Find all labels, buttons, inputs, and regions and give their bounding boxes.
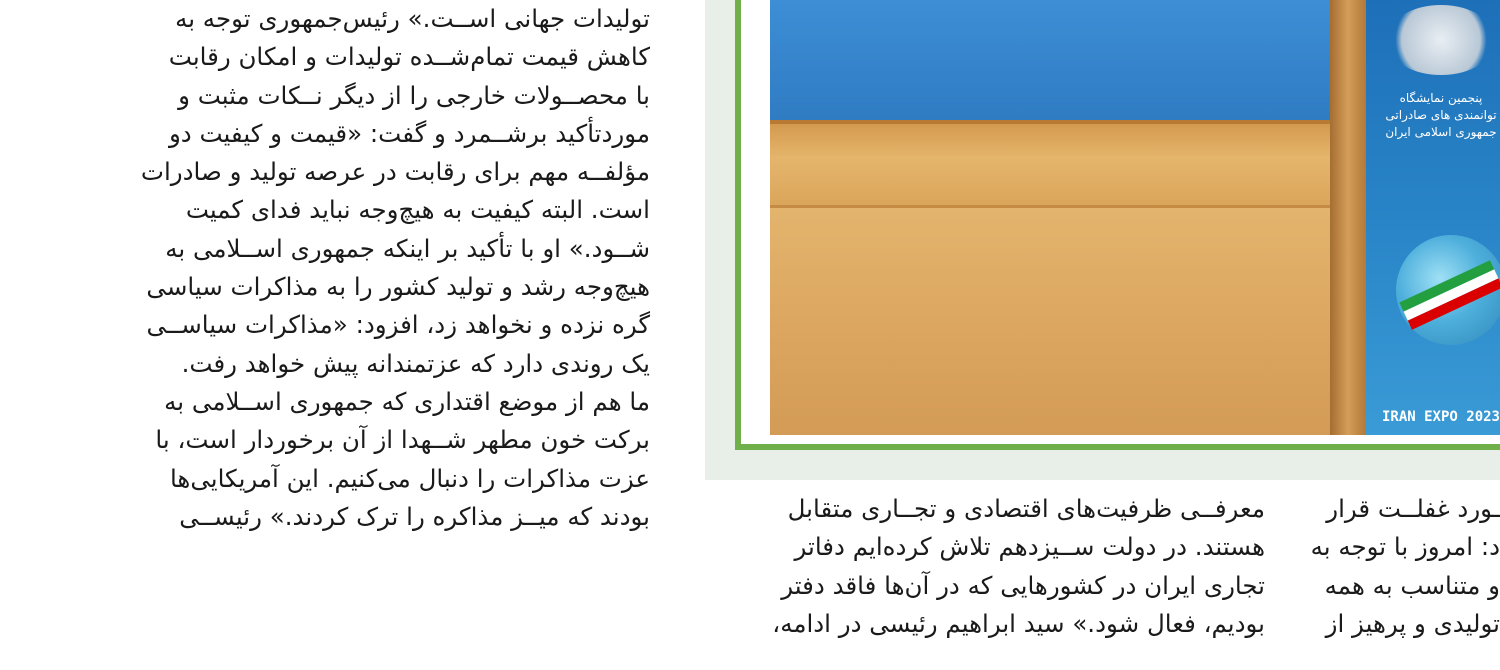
text-line: شــود.» او با تأکید بر اینکه جمهوری اســلامی به (165, 233, 650, 263)
article-column-left (0, 0, 680, 536)
text-line: با محصــولات خارجی را از دیگر نــکات مثبت و (178, 80, 650, 110)
text-line: ـورد غفلــت قرار (1326, 494, 1500, 523)
banner-line: توانمندی های صادراتی (1385, 108, 1497, 122)
expo-banner (1366, 0, 1500, 435)
blue-wall (770, 0, 1370, 120)
wood-panel-upper (770, 120, 1330, 209)
banner-line: جمهوری اسلامی ایران (1385, 125, 1497, 139)
article-column-middle (690, 490, 1265, 643)
expo-label: IRAN EXPO 2023 (1381, 409, 1500, 425)
text-line: هستند. در دولت ســیزدهم تلاش کرده‌ایم دفاتر (794, 532, 1265, 562)
text-line: بودیم، فعال شود.» سید ابراهیم رئیسی در ادامه، (772, 608, 1265, 638)
text-line: هیچ‌وجه رشد و تولید کشور را به مذاکرات سیاسی (146, 272, 650, 302)
banner-line: پنجمین نمایشگاه (1399, 91, 1483, 105)
text-line: یک روندی دارد که عزتمندانه پیش خواهد رفت. (181, 348, 650, 378)
article-column-right (1295, 490, 1500, 643)
text-line: است. البته کیفیت به هیچ‌وجه نباید فدای کمیت (185, 195, 650, 225)
text-line: عزت مذاکرات را دنبال می‌کنیم. این آمریکایی‌ها (169, 463, 650, 493)
text-line: برکت خون مطهر شــهدا از آن برخوردار است، با (155, 425, 650, 455)
text-line: گره نزده و نخواهد زد، افزود: «مذاکرات سیاســی (146, 310, 650, 340)
ornament-icon (1386, 5, 1496, 75)
banner-text (1366, 90, 1500, 141)
article-photo (770, 0, 1500, 435)
text-line: معرفــی ظرفیت‌های اقتصادی و تجــاری متقابل (787, 494, 1265, 523)
text-line: ما هم از موضع اقتداری که جمهوری اســلامی به (164, 386, 650, 416)
wood-panel-lower (770, 205, 1330, 435)
text-line: و متناسب به همه (1324, 570, 1500, 600)
text-line: کاهش قیمت تمام‌شــده تولیدات و امکان رقابت (168, 42, 650, 72)
text-line: بودند که میــز مذاکره را ترک کردند.» رئیســی (179, 501, 650, 531)
text-line: تولیدات جهانی اســت.» رئیس‌جمهوری توجه به (175, 4, 650, 33)
wood-pillar (1330, 0, 1366, 435)
text-line: مؤلفــه مهم برای رقابت در عرصه تولید و صادرات (140, 157, 650, 187)
text-line: تولیدی و پرهیز از (1325, 608, 1500, 638)
text-line: موردتأکید برشــمرد و گفت: «قیمت و کیفیت دو (168, 118, 650, 148)
text-line: تجاری ایران در کشورهایی که در آن‌ها فاقد دفتر (781, 570, 1265, 600)
text-line: د: امروز با توجه به (1310, 532, 1500, 562)
